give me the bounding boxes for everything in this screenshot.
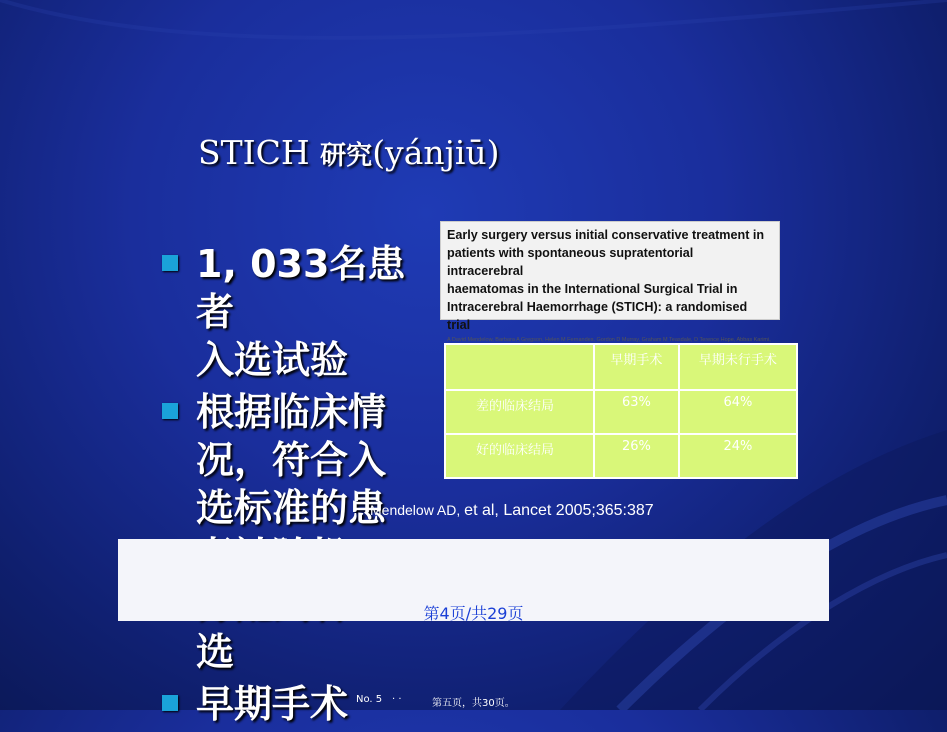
- table-row: [445, 434, 797, 478]
- paper-title-line: haematomas in the International Surgical Trial in: [447, 282, 738, 296]
- paper-authors: A David Mendelow, Barbara A Gregson, Helen M Fernandes, Gordon D Murray, Graham M Teasdale, D Terence Hope, Abbas Karimi,: [447, 337, 771, 343]
- table-header-cell: 早期未行手术: [679, 344, 797, 390]
- table-header-row: [445, 344, 797, 390]
- table-cell: 26%: [594, 434, 679, 478]
- bullet-square-icon: [162, 695, 178, 711]
- citation: [370, 502, 654, 520]
- table-cell: 64%: [679, 390, 797, 434]
- bullet-line: 根据临床情: [196, 390, 387, 434]
- citation-part: , Lancet 2005;365:387: [494, 502, 654, 519]
- bullet-item: [160, 680, 430, 728]
- paper-title-line: Early surgery versus initial conservative treatment in: [447, 228, 765, 242]
- table-cell: 差的临床结局: [445, 390, 594, 434]
- citation-part: Mendelow AD,: [370, 502, 465, 518]
- bullet-line: 早期手术: [196, 682, 349, 726]
- table-header-cell: 早期手术: [594, 344, 679, 390]
- title-latin: STICH: [198, 133, 321, 172]
- bullet-list: [160, 240, 430, 732]
- table-cell: 24%: [679, 434, 797, 478]
- table-row: [445, 390, 797, 434]
- slide-title: [198, 133, 500, 172]
- bullet-line: 况，符合入: [196, 438, 387, 482]
- title-cn: 研究: [320, 141, 373, 171]
- table-cell: [445, 344, 594, 390]
- bullet-line: 1, 033名患者: [196, 242, 406, 334]
- bullet-line: 选: [196, 630, 235, 674]
- paper-header-image: [440, 221, 780, 343]
- bullet-square-icon: [162, 255, 178, 271]
- page-indicator: 第4页/共29页: [423, 604, 524, 623]
- paper-title-line: patients with spontaneous supratentorial intracerebral: [447, 246, 694, 278]
- table-cell: 63%: [594, 390, 679, 434]
- bullet-item: [160, 388, 430, 676]
- bullet-item: [160, 240, 430, 384]
- paper-title: [447, 226, 773, 334]
- bullet-square-icon: [162, 403, 178, 419]
- footer-dots: · ·: [392, 694, 402, 705]
- paper-title-line: Intracerebral Haemorrhage (STICH): a randomised trial: [447, 300, 748, 332]
- page-indicator-bar: [118, 539, 829, 621]
- bullet-line: 入选试验: [196, 338, 349, 382]
- table-cell: 好的临床结局: [445, 434, 594, 478]
- bullet-line: 选标准的患: [196, 486, 387, 530]
- results-table: [444, 343, 798, 479]
- citation-part: et al: [464, 502, 495, 519]
- footer-slide-number: No. 5: [356, 694, 383, 705]
- footer-page-cn: 第五页，共30页。: [432, 698, 515, 709]
- title-pinyin: (yánjiū): [372, 133, 500, 172]
